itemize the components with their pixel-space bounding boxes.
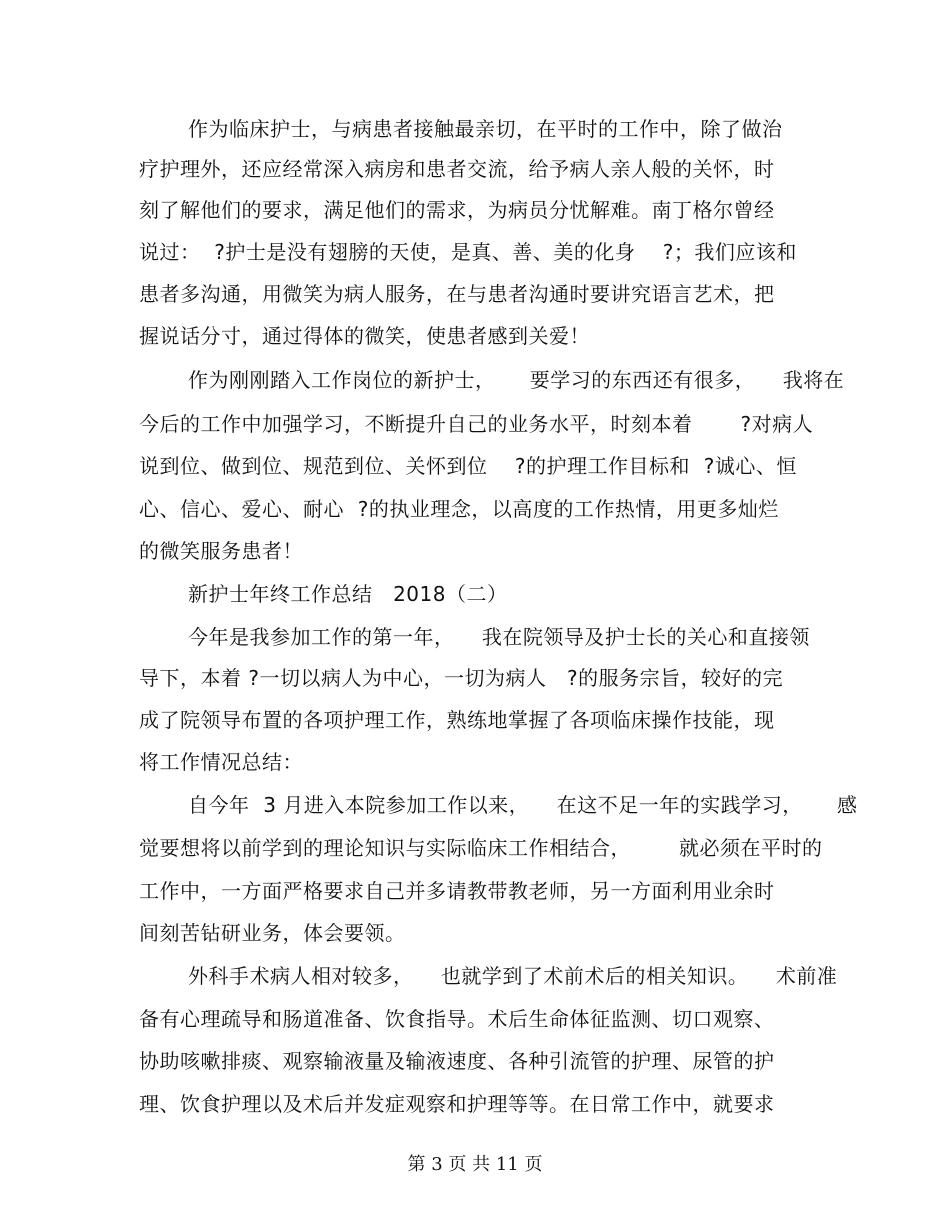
text-line: 理、饮食护理以及术后并发症观察和护理等等。在日常工作中，就要求 (139, 1092, 775, 1116)
text-line: 备有心理疏导和肠道准备、饮食指导。术后生命体征监测、切口观察、 (139, 1007, 775, 1031)
text-line: 刻了解他们的要求，满足他们的需求，为病员分忧解难。南丁格尔曾经 (139, 198, 775, 222)
text-line: 觉要想将以前学到的理论知识与实际临床工作相结合， 就必须在平时的 (139, 836, 823, 860)
text-line: 自今年 3 月进入本院参加工作以来， 在这不足一年的实践学习， 感 (188, 793, 858, 817)
text-line: 作为刚刚踏入工作岗位的新护士， 要学习的东西还有很多， 我将在 (188, 368, 845, 392)
text-line: 说到位、做到位、规范到位、关怀到位 ?的护理工作目标和 ?诚心、恒 (139, 454, 797, 478)
text-line: 成了院领导布置的各项护理工作，熟练地掌握了各项临床操作技能，现 (139, 708, 775, 732)
text-line: 外科手术病人相对较多， 也就学到了术前术后的相关知识。 术前准 (188, 964, 838, 988)
text-line: 患者多沟通，用微笑为病人服务，在与患者沟通时要讲究语言艺术，把 (139, 282, 775, 306)
text-line: 的微笑服务患者！ (139, 539, 303, 563)
text-line: 握说话分寸，通过得体的微笑，使患者感到关爱！ (139, 324, 590, 348)
text-line: 间刻苦钻研业务，体会要领。 (139, 921, 406, 945)
text-line: 今年是我参加工作的第一年， 我在院领导及护士长的关心和直接领 (188, 625, 810, 649)
section-heading: 新护士年终工作总结 2018（二） (188, 582, 508, 606)
text-line: 作为临床护士，与病患者接触最亲切，在平时的工作中，除了做治 (188, 117, 783, 141)
text-line: 今后的工作中加强学习，不断提升自己的业务水平，时刻本着 ?对病人 (139, 412, 814, 436)
text-line: 疗护理外，还应经常深入病房和患者交流，给予病人亲人般的关怀，时 (139, 157, 775, 181)
text-line: 导下，本着 ?一切以病人为中心，一切为病人 ?的服务宗旨，较好的完 (139, 666, 784, 690)
page-number-footer: 第 3 页 共 11 页 (407, 1154, 543, 1175)
text-line: 工作中，一方面严格要求自己并多请教带教老师，另一方面利用业余时 (139, 879, 775, 903)
text-line: 说过： ?护士是没有翅膀的天使，是真、善、美的化身 ?；我们应该和 (139, 240, 797, 264)
text-line: 将工作情况总结： (139, 750, 303, 774)
text-line: 协助咳嗽排痰、观察输液量及输液速度、各种引流管的护理、尿管的护 (139, 1049, 775, 1073)
text-line: 心、信心、爱心、耐心 ?的执业理念，以高度的工作热情，用更多灿烂 (139, 497, 779, 521)
